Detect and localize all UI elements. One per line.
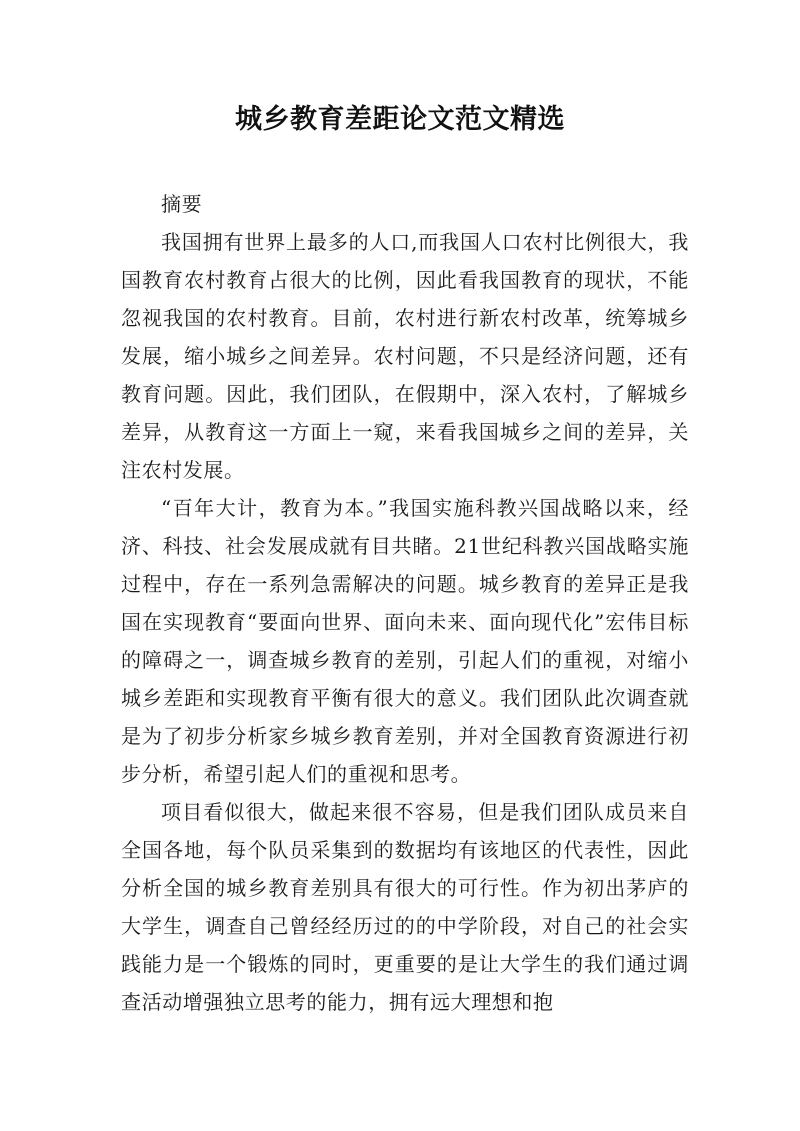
document-body: [121, 185, 689, 1021]
paragraph-1: 我国拥有世界上最多的人口,而我国人口农村比例很大，我国教育农村教育占很大的比例，因此看我国教育的现状，不能忽视我国的农村教育。目前，农村进行新农村改革，统筹城乡发展，缩小城乡之间差异。农村问题，不只是经济问题，还有教育问题。因此，我们团队，在假期中，深入农村，了解城乡差异，从教育这一方面上一窥，来看我国城乡之间的差异，关注农村发展。: [121, 230, 689, 482]
paragraph-2: “百年大计，教育为本。”我国实施科教兴国战略以来，经济、科技、社会发展成就有目共睹。21世纪科教兴国战略实施过程中，存在一系列急需解决的问题。城乡教育的差异正是我国在实现教育“要面向世界、面向未来、面向现代化”宏伟目标的障碍之一，调查城乡教育的差别，引起人们的重视，对缩小城乡差距和实现教育平衡有很大的意义。我们团队此次调查就是为了初步分析家乡城乡教育差别，并对全国教育资源进行初步分析，希望引起人们的重视和思考。: [121, 496, 689, 786]
paragraph-3: 项目看似很大，做起来很不容易，但是我们团队成员来自全国各地，每个队员采集到的数据均有该地区的代表性，因此分析全国的城乡教育差别具有很大的可行性。作为初出茅庐的大学生，调查自己曾经经历过的的中学阶段，对自己的社会实践能力是一个锻炼的同时，更重要的是让大学生的我们通过调查活动增强独立思考的能力，拥有远大理想和抱: [121, 800, 689, 1014]
document-title: 城乡教育差距论文范文精选: [235, 104, 565, 135]
abstract-heading: 摘要: [161, 192, 203, 216]
